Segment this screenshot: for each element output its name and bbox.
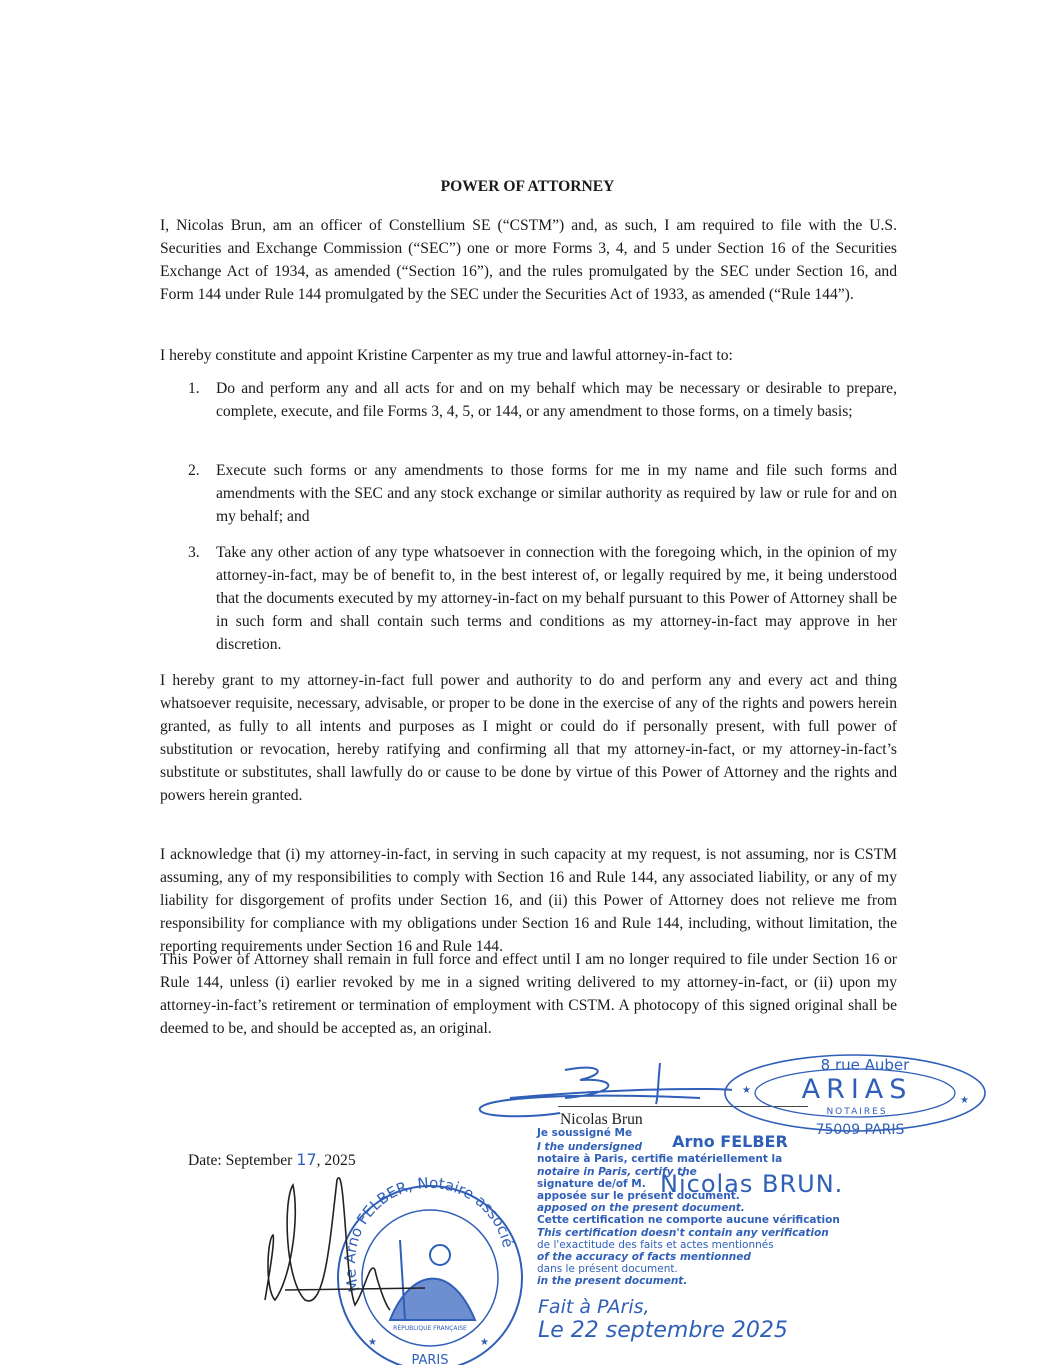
handwritten-name: Nicolas BRUN. [660,1170,844,1198]
cert-line-text: I the undersigned [537,1141,643,1154]
list-item [188,377,897,423]
cert-line: notaire in Paris, certify the [537,1165,697,1178]
paragraph-acknowledge: I acknowledge that (i) my attorney-in-fact, in serving in such capacity at my request, is not assuming, nor is CSTM assuming, any of my responsibilities to comply with Section 16 and Rule 144, any associated liability, or any of my liability for disgorgement of profits under Section 16, and (ii) this Power of Attorney does not relieve me from responsibility for compliance with my obligations under Section 16 and Rule 144, including, without limitation, the reporting requirements under Section 16 and Rule 144. [160,846,897,955]
notary-certification [537,1127,840,1288]
cert-line: Cette certification ne comporte aucune vérification [537,1214,840,1227]
cert-line: signature de/of M. [537,1177,646,1190]
paragraph-duration: This Power of Attorney shall remain in full force and effect until I am no longer required to file under Section 16 or Rule 144, unless (i) earlier revoked by me in a signed writing delivered to my attorney-in-fact, or (ii) upon my attorney-in-fact’s retirement or termination of employment with CSTM. A photocopy of this signed original shall be deemed to be, and should be accepted as, an original. [160,951,897,1037]
stamp-address-top: 8 rue Auber [820,1056,910,1074]
cert-line: of the accuracy of facts mentionned [537,1251,751,1264]
signatory-name: Nicolas Brun [560,1111,643,1128]
list-number: 1. [188,380,200,397]
seal-band: RÉPUBLIQUE FRANÇAISE [393,1325,467,1332]
cert-line: This certification doesn't contain any verification [537,1226,829,1239]
cert-line: dans le présent document. [537,1263,678,1276]
cert-line: de l'exactitude des faits et actes mentionnés [537,1238,774,1251]
svg-text:★: ★ [742,1085,751,1096]
handwritten-date: Le 22 septembre 2025 [538,1318,788,1343]
signature-scribble-blue [470,1058,750,1128]
seal-text: Me Arno FELBER, Notaire associé [340,1173,518,1295]
svg-text:★: ★ [480,1337,489,1348]
list-text: Do and perform any and all acts for and on my behalf which may be necessary or desirable to prepare, complete, execute, and file Forms 3, 4, 5, or 144, or any amendment to those forms, on a timely basis; [216,380,897,420]
date-year: , 2025 [316,1152,356,1169]
list-item [188,541,897,656]
date-label: Date: September [188,1152,293,1169]
paragraph-appointment: I hereby constitute and appoint Kristine Carpenter as my true and lawful attorney-in-fact to: [160,347,733,364]
document-title: POWER OF ATTORNEY [440,178,615,195]
stamp-sub: NOTAIRES [826,1107,888,1117]
arias-notaires-stamp [720,1048,995,1138]
notary-name: Arno FELBER [672,1132,788,1152]
svg-text:★: ★ [960,1095,969,1106]
handwritten-place: Fait à PAris, [538,1296,650,1318]
date-day: 17 [296,1150,317,1169]
cert-line: apposed on the present document. [537,1202,745,1215]
paragraph-grant: I hereby grant to my attorney-in-fact full power and authority to do and perform any and every act and thing whatsoever requisite, necessary, advisable, or proper to be done in the exercise of any of the rights and powers herein granted, as fully to all intents and purposes as I might or could do if personally present, with full power of substitution or revocation, hereby ratifying and confirming all that my attorney-in-fact, or my attorney-in-fact’s substitute or substitutes, shall lawfully do or cause to be done by virtue of this Power of Attorney and the rights and powers herein granted. [160,672,897,804]
list-number: 3. [188,544,200,561]
seal-bottom: PARIS [411,1353,449,1365]
cert-line: in the present document. [537,1275,688,1288]
svg-text:★: ★ [368,1337,377,1348]
list-text: Execute such forms or any amendments to those forms for me in my name and file such forms and amendments with the SEC and any stock exchange or similar authority as required by law or rule for and on my behalf; and [216,462,897,525]
list-number: 2. [188,462,200,479]
stamp-address-bottom: 75009 PARIS [815,1122,905,1138]
list-item [188,459,897,528]
stamp-name: ARIAS [801,1074,913,1105]
paragraph-intro: I, Nicolas Brun, am an officer of Constellium SE (“CSTM”) and, as such, I am required to file with the U.S. Securities and Exchange Commission (“SEC”) one or more Forms 3, 4, and 5 under Section 16 of the Securities Exchange Act of 1934, as amended (“Section 16”), and the rules promulgated by the SEC under Section 16, and Form 144 under Rule 144 promulgated by the SEC under the Securities Act of 1933, as amended (“Rule 144”). [160,217,897,303]
cert-line: apposée sur le présent document. [537,1190,740,1203]
cert-line: notaire à Paris, certifie matériellement la [537,1153,783,1166]
cert-line: Je soussigné Me [537,1127,633,1139]
signature-scribble-black [245,1160,435,1320]
list-text: Take any other action of any type whatsoever in connection with the foregoing which, in the opinion of my attorney-in-fact, may be of benefit to, in the best interest of, or legally required by me, it being understood that the documents executed by my attorney-in-fact on my behalf pursuant to this Power of Attorney shall be in such form and shall contain such terms and conditions as my attorney-in-fact may approve in her discretion. [216,544,897,653]
